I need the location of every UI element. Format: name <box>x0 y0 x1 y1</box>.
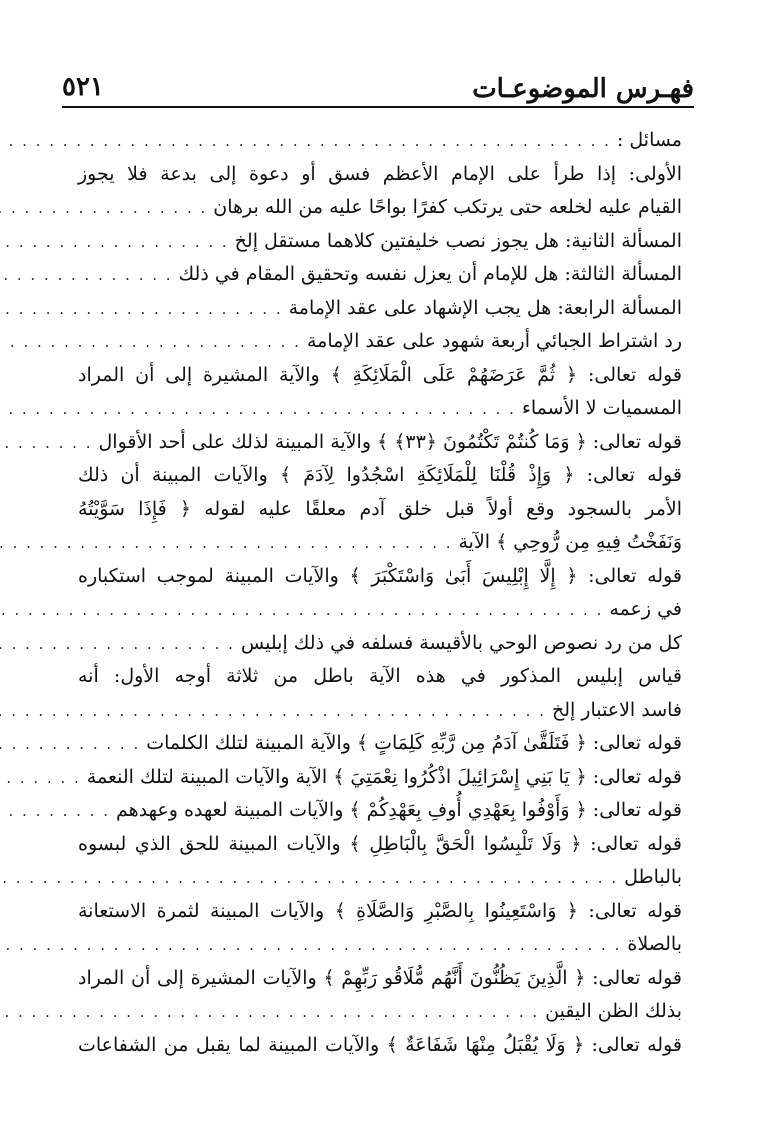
index-entry <box>78 694 682 728</box>
entry-text: كل من رد نصوص الوحي بالأقيسة فسلفه في ذلك إبليس <box>240 631 682 654</box>
entry-text: قوله تعالى: ﴿ إِلَّا إِبْلِيسَ أَبَىٰ وَاسْتَكْبَرَ ﴾ والآيات المبينة لموجب استكباره <box>78 564 682 587</box>
entry-text: قوله تعالى: ﴿ وَأَوْفُوا بِعَهْدِي أُوفِ بِعَهْدِكُمْ ﴾ والآيات المبينة لعهده وعهدهم <box>116 799 682 821</box>
entry-text: المسألة الثانية: هل يجوز نصب خليفتين كلاهما مستقل إلخ <box>234 229 682 252</box>
page-number: ٥٢١ <box>62 72 104 102</box>
dot-leader <box>0 259 173 293</box>
index-entry <box>78 794 682 828</box>
table-of-contents <box>78 124 682 1062</box>
index-entry <box>78 426 682 460</box>
index-entry <box>78 928 682 962</box>
dot-leader <box>0 125 611 159</box>
entry-text: المسألة الرابعة: هل يجب الإشهاد على عقد الإمامة <box>288 296 682 319</box>
entry-text: بالباطل <box>624 866 682 888</box>
entry-text: قوله تعالى: ﴿ وَاسْتَعِينُوا بِالصَّبْرِ وَالصَّلَاةِ ﴾ والآيات المبينة لثمرة الاستعانة <box>78 899 682 922</box>
entry-text: قياس إبليس المذكور في هذه الآية باطل من ثلاثة أوجه الأول: أنه <box>78 665 682 687</box>
dot-leader <box>0 226 229 260</box>
index-entry <box>78 191 682 225</box>
dot-leader <box>0 427 92 461</box>
index-entry <box>78 995 682 1029</box>
entry-text: في زعمه <box>609 598 682 620</box>
dot-leader <box>0 594 603 628</box>
entry-text: مسائل : <box>616 129 682 151</box>
dot-leader <box>0 862 618 896</box>
entry-text: الأمر بالسجود وقع أولاً قبل خلق آدم معلقًا عليه لقوله ﴿ فَإِذَا سَوَّيْتُهُ <box>78 497 682 520</box>
dot-leader <box>0 728 140 762</box>
entry-text: فاسد الاعتبار إلخ <box>551 698 682 721</box>
dot-leader <box>0 795 110 829</box>
index-entry <box>78 258 682 292</box>
index-entry <box>78 459 682 493</box>
entry-text: قوله تعالى: ﴿ يَا بَنِي إِسْرَائِيلَ اذْكُرُوا نِعْمَتِيَ ﴾ الآية والآيات المبينة لتلك النعمة <box>86 765 682 788</box>
entry-text: قوله تعالى: ﴿ وَلَا تَلْبِسُوا الْحَقَّ بِالْبَاطِلِ ﴾ والآيات المبينة للحق الذي لبسوه <box>78 832 682 855</box>
entry-text: قوله تعالى: ﴿ فَتَلَقَّىٰ آدَمُ مِن رَّبِّهِ كَلِمَاتٍ ﴾ والآية المبينة لتلك الكلمات <box>146 732 682 754</box>
entry-text: قوله تعالى: ﴿ وَإِذْ قُلْنَا لِلْمَلَائِكَةِ اسْجُدُوا لِآدَمَ ﴾ والآيات المبينة أن ذلك <box>78 464 682 486</box>
index-entry <box>78 861 682 895</box>
entry-text: المسألة الثالثة: هل للإمام أن يعزل نفسه وتحقيق المقام في ذلك <box>178 263 682 285</box>
entry-text: القيام عليه لخلعه حتى يرتكب كفرًا بواحًا عليه من الله برهان <box>213 196 682 218</box>
entry-text: بالصلاة <box>627 933 682 955</box>
index-entry <box>78 727 682 761</box>
entry-text: الأولى: إذا طرأ على الإمام الأعظم فسق أو دعوة إلى بدعة فلا يجوز <box>78 162 682 185</box>
index-entry <box>78 124 682 158</box>
running-title: فهـرس الموضوعـات <box>472 74 694 104</box>
dot-leader <box>0 326 301 360</box>
header-rule <box>62 106 694 108</box>
dot-leader <box>0 695 546 729</box>
index-entry <box>78 526 682 560</box>
entry-text: بذلك الظن اليقين <box>545 1000 682 1022</box>
index-entry <box>78 761 682 795</box>
index-entry <box>78 158 682 192</box>
dot-leader <box>0 628 235 662</box>
entry-text: قوله تعالى: ﴿ وَلَا يُقْبَلُ مِنْهَا شَفَاعَةٌ ﴾ والآيات المبينة لما يقبل من الشفاعات <box>78 1033 682 1056</box>
index-entry <box>78 225 682 259</box>
dot-leader <box>0 996 539 1030</box>
dot-leader <box>0 762 81 796</box>
index-entry <box>78 828 682 862</box>
dot-leader <box>0 293 283 327</box>
index-entry <box>78 493 682 527</box>
index-entry <box>78 292 682 326</box>
running-header <box>62 60 694 104</box>
entry-text: المسميات لا الأسماء <box>521 397 682 419</box>
index-entry <box>78 895 682 929</box>
index-entry <box>78 325 682 359</box>
entry-text: قوله تعالى: ﴿ الَّذِينَ يَظُنُّونَ أَنَّهُم مُّلَاقُو رَبِّهِمْ ﴾ والآيات المشيرة إلى أن المراد <box>78 966 682 989</box>
index-entry <box>78 392 682 426</box>
index-entry <box>78 560 682 594</box>
index-entry <box>78 1029 682 1063</box>
index-entry <box>78 627 682 661</box>
entry-text: رد اشتراط الجبائي أربعة شهود على عقد الإمامة <box>306 330 682 352</box>
entry-text: قوله تعالى: ﴿ ثُمَّ عَرَضَهُمْ عَلَى الْمَلَائِكَةِ ﴾ والآية المشيرة إلى أن المراد <box>78 363 682 386</box>
index-entry <box>78 660 682 694</box>
index-entry <box>78 593 682 627</box>
dot-leader <box>0 929 621 963</box>
dot-leader <box>0 527 453 561</box>
entry-text: قوله تعالى: ﴿ وَمَا كُنتُمْ تَكْتُمُونَ ﴿٣٣﴾ ﴾ والآية المبينة لذلك على أحد الأقوال <box>98 430 682 453</box>
index-entry <box>78 359 682 393</box>
dot-leader <box>0 393 516 427</box>
entry-text: وَنَفَخْتُ فِيهِ مِن رُّوحِي ﴾ الآية <box>458 531 682 553</box>
dot-leader <box>0 192 207 226</box>
index-entry <box>78 962 682 996</box>
